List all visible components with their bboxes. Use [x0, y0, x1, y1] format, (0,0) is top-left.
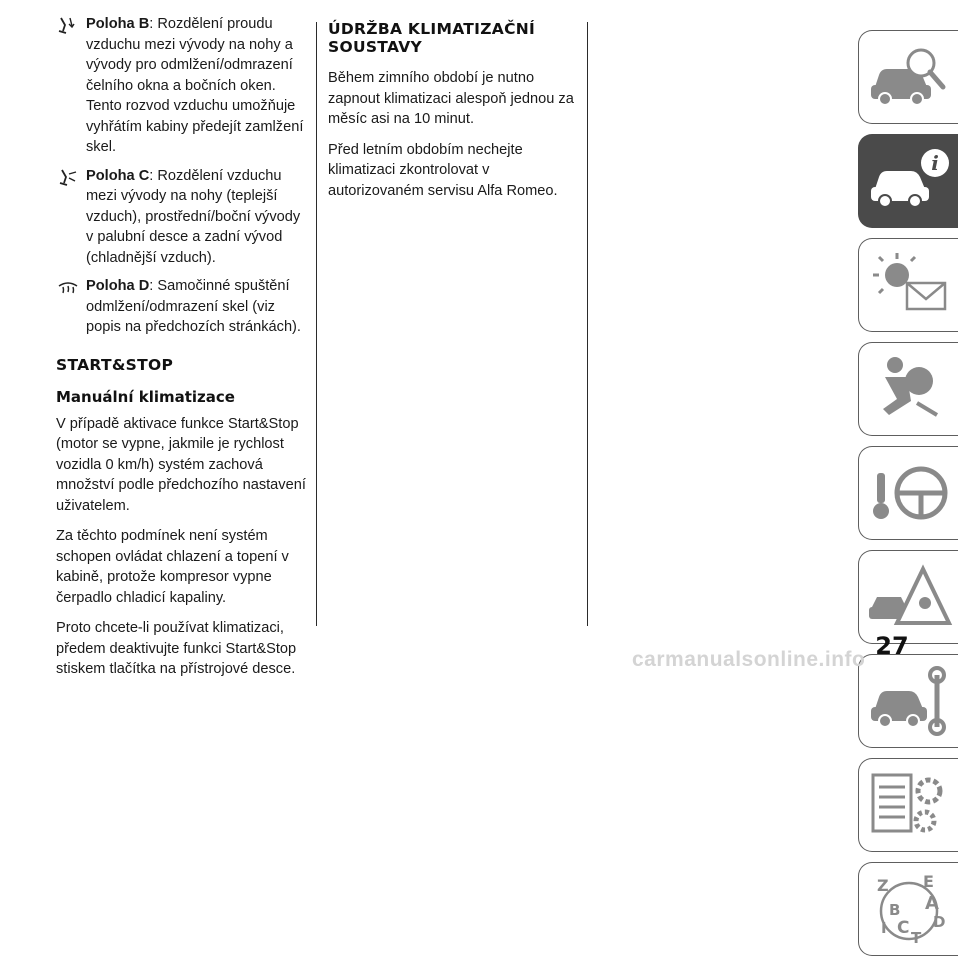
start-stop-paragraph: V případě aktivace funkce Start&Stop (motor se vypne, jakmile je rychlost vozidla 0 km/h) systém zachová množství podle předchozího nastavení uživatelem. [56, 415, 306, 514]
column-divider [316, 22, 317, 626]
position-b-text: : Rozdělení proudu vzduchu mezi vývody na nohy a vývody pro odmlžení/odmrazení čelního okna a bočních oken. Tento rozvod vzduchu umožňuje vyhřátím kabiny předejít zamlžení skel. [86, 16, 304, 155]
position-c-item [56, 166, 306, 269]
tab-warning-triangle[interactable] [858, 550, 958, 644]
tab-alphabet-index[interactable] [858, 862, 958, 956]
car-search-icon [867, 39, 953, 115]
chapter-tabs [858, 30, 960, 966]
steering-key-icon [867, 455, 953, 531]
index-letter: C [897, 918, 910, 938]
maintenance-heading: ÚDRŽBA KLIMATIZAČNÍ SOUSTAVY [328, 20, 536, 56]
watermark: carmanualsonline.info [632, 648, 866, 671]
left-column [56, 14, 306, 690]
lights-message-icon [867, 247, 953, 323]
position-b-item [56, 14, 306, 158]
airbag-person-icon [867, 351, 953, 427]
right-column [328, 20, 578, 211]
start-stop-paragraph: Proto chcete-li používat klimatizaci, předem deaktivujte funkci Start&Stop stiskem tlačítka na přístrojové desce. [56, 620, 297, 677]
index-letter: T [911, 929, 922, 947]
tab-specs-gear[interactable] [858, 758, 958, 852]
index-letter: A [925, 893, 939, 914]
index-letter: B [889, 901, 901, 919]
index-letter: I [881, 919, 887, 937]
tab-car-search[interactable] [858, 30, 958, 124]
defrost-icon [56, 278, 80, 298]
position-b-label: Poloha B [86, 16, 150, 32]
position-d-item [56, 276, 306, 338]
maintenance-paragraph: Před letním obdobím nechejte klimatizaci zkontrolovat v autorizovaném servisu Alfa Romeo. [328, 141, 558, 199]
airflow-feet-windshield-icon [56, 16, 80, 36]
warning-triangle-icon [867, 559, 953, 635]
index-letter: Z [877, 876, 889, 895]
tab-airbag-person[interactable] [858, 342, 958, 436]
car-wrench-icon [867, 663, 953, 739]
tab-lights-message[interactable] [858, 238, 958, 332]
alphabet-index-icon [867, 871, 953, 947]
position-c-label: Poloha C [86, 167, 150, 184]
svg-text:i: i [931, 151, 939, 175]
position-c-text: : Rozdělení vzduchu mezi vývody na nohy (teplejší vzduch), prostřední/boční vývody v palubní desce a zadní vývod (chladnější vzduch). [86, 167, 301, 266]
start-stop-heading: START&STOP [56, 355, 174, 374]
column-divider [587, 22, 588, 626]
maintenance-paragraph: Během zimního období je nutno zapnout klimatizaci alespoň jednou za měsíc asi na 10 minut. [328, 70, 574, 127]
start-stop-paragraph: Za těchto podmínek není systém schopen ovládat chlazení a topení v kabině, protože kompresor vypne čerpadlo chladicí kapaliny. [56, 528, 289, 606]
position-d-label: Poloha D [86, 278, 150, 294]
specs-gear-icon [867, 767, 953, 843]
index-letter: E [923, 872, 934, 891]
tab-steering-key[interactable] [858, 446, 958, 540]
manual-climate-subheading: Manuální klimatizace [56, 387, 235, 406]
tab-car-info[interactable] [858, 134, 958, 228]
index-letter: D [933, 913, 946, 931]
page-number: 27 [875, 632, 909, 660]
position-d-text: : Samočinné spuštění odmlžení/odmrazení skel (viz popis na předchozích stránkách). [86, 278, 301, 335]
car-info-icon [867, 143, 953, 219]
airflow-feet-face-icon [56, 168, 80, 188]
